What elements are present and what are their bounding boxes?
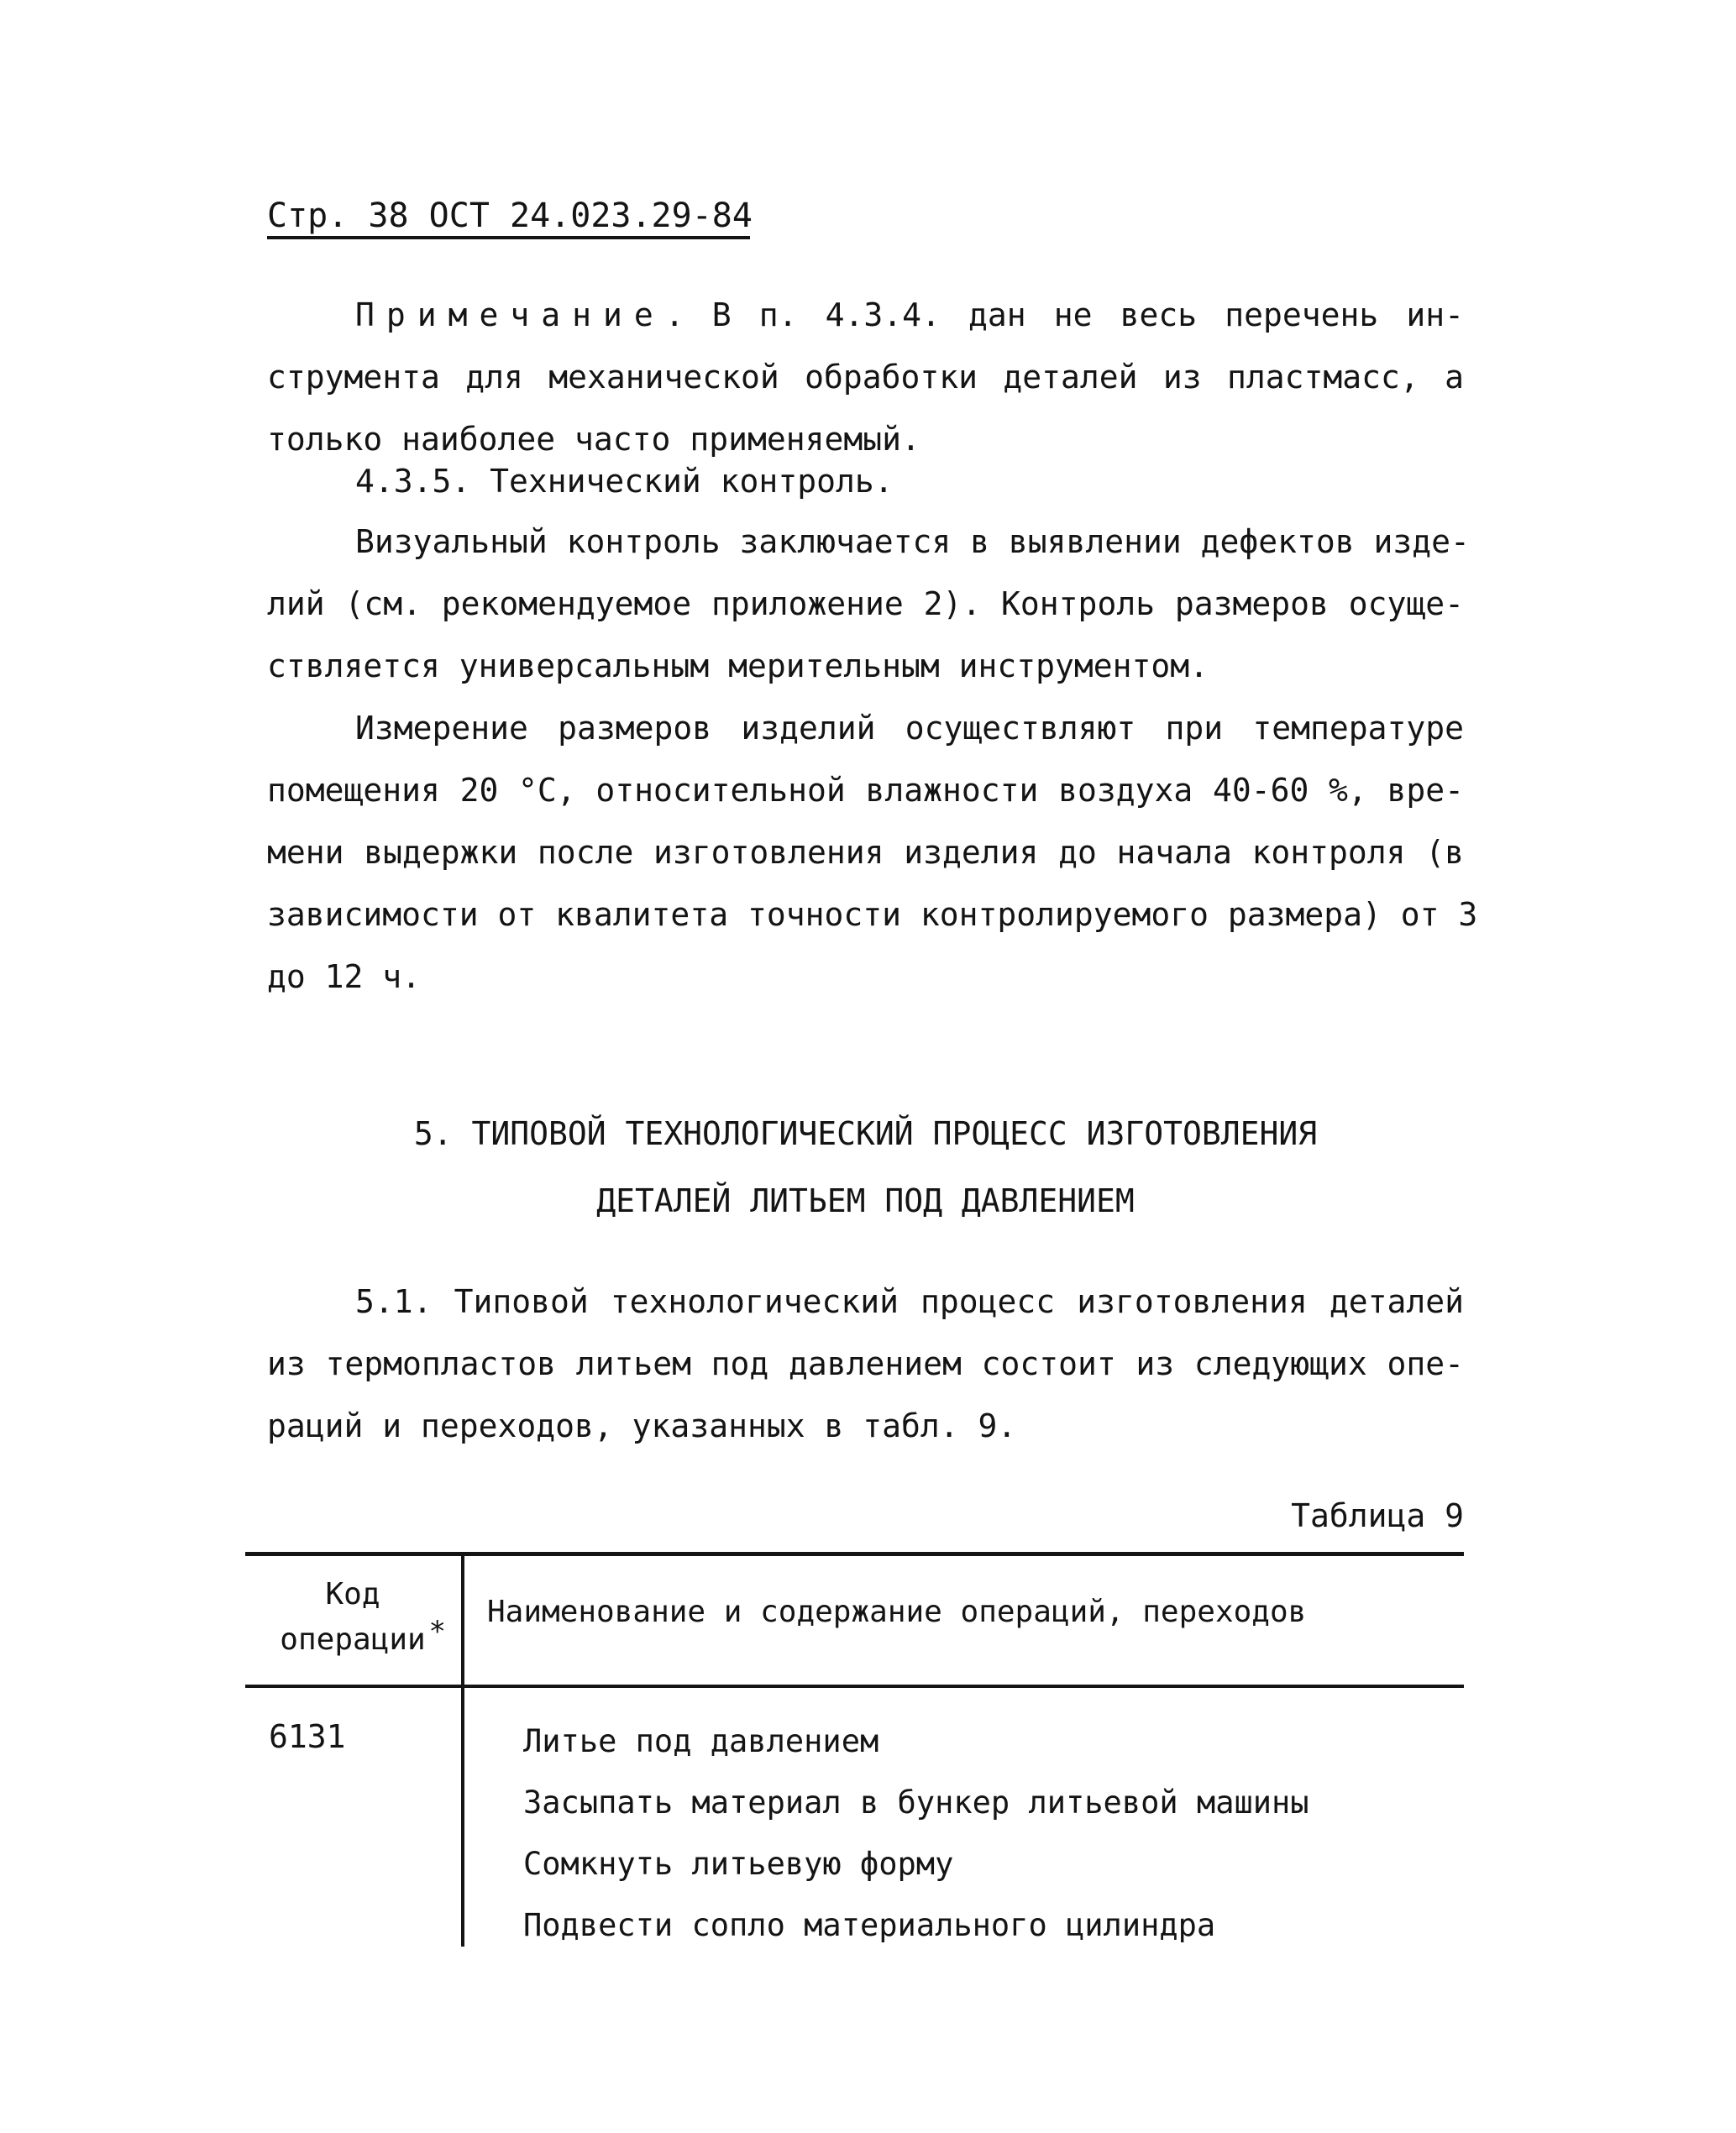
visual-control-paragraph <box>267 511 1470 697</box>
measurement-line-2: помещения 20 °С, относительной влажности воздуха 40-60 %, вре- <box>267 772 1464 809</box>
table-top-rule <box>245 1552 1464 1556</box>
section-5-title <box>267 1100 1464 1234</box>
step-item: Подвести сопло материального цилиндра <box>523 1907 1216 1943</box>
table-column-divider <box>461 1552 464 1947</box>
measurement-line-4: зависимости от квалитета точности контролируемого размера) от 3 <box>267 896 1478 933</box>
table-caption: Таблица 9 <box>1291 1497 1464 1534</box>
measurement-line-1: Измерение размеров изделий осуществляют при температуре <box>355 710 1464 747</box>
section-435-heading-block <box>267 450 1464 512</box>
note-line-1 <box>267 284 1464 346</box>
visual-control-line-2: лий (см. рекомендуемое приложение 2). Контроль размеров осуще- <box>267 585 1464 622</box>
section-5-title-line-2: ДЕТАЛЕЙ ЛИТЬЕМ ПОД ДАВЛЕНИЕМ <box>596 1182 1135 1219</box>
section-435-heading: 4.3.5. Технический контроль. <box>355 463 894 500</box>
step-item: Засыпать материал в бункер литьевой машины <box>523 1784 1309 1821</box>
column-header-code-line-1: Код <box>325 1577 380 1612</box>
page-reference: Стр. 38 ОСТ 24.023.29-84 <box>267 197 753 235</box>
para-5-1-line-1: 5.1. Типовой технологический процесс изготовления деталей <box>355 1283 1464 1320</box>
note-lead: Примечание <box>355 296 665 333</box>
table-cell-steps <box>523 1711 1309 1956</box>
measurement-paragraph <box>267 697 1478 1008</box>
footnote-mark: * <box>428 1615 446 1648</box>
note-line-1-text: . В п. 4.3.4. дан не весь перечень ин- <box>664 296 1464 333</box>
para-5-1 <box>267 1271 1464 1457</box>
step-item: Литье под давлением <box>523 1723 879 1759</box>
para-5-1-line-2: из термопластов литьем под давлением состоит из следующих опе- <box>267 1345 1464 1382</box>
visual-control-line-1: Визуальный контроль заключается в выявлении дефектов изде- <box>355 523 1470 560</box>
column-header-code-line-2: операции <box>280 1622 426 1657</box>
note-line-3: только наиболее часто применяемый. <box>267 421 920 458</box>
table-cell-code: 6131 <box>269 1718 346 1755</box>
note-line-2: струмента для механической обработки деталей из пластмасс, а <box>267 359 1464 396</box>
header-underline <box>267 236 750 239</box>
note-paragraph <box>267 284 1464 470</box>
visual-control-line-3: ствляется универсальным мерительным инструментом. <box>267 647 1209 684</box>
para-5-1-line-3: раций и переходов, указанных в табл. 9. <box>267 1407 1017 1444</box>
table-header-rule <box>245 1685 1464 1688</box>
section-5-title-line-1: 5. ТИПОВОЙ ТЕХНОЛОГИЧЕСКИЙ ПРОЦЕСС ИЗГОТОВЛЕНИЯ <box>413 1115 1318 1152</box>
measurement-line-5: до 12 ч. <box>267 958 422 995</box>
column-header-code <box>256 1572 449 1663</box>
column-header-name: Наименование и содержание операций, переходов <box>487 1595 1307 1629</box>
measurement-line-3: мени выдержки после изготовления изделия до начала контроля (в <box>267 834 1464 871</box>
step-item: Сомкнуть литьевую форму <box>523 1846 954 1882</box>
